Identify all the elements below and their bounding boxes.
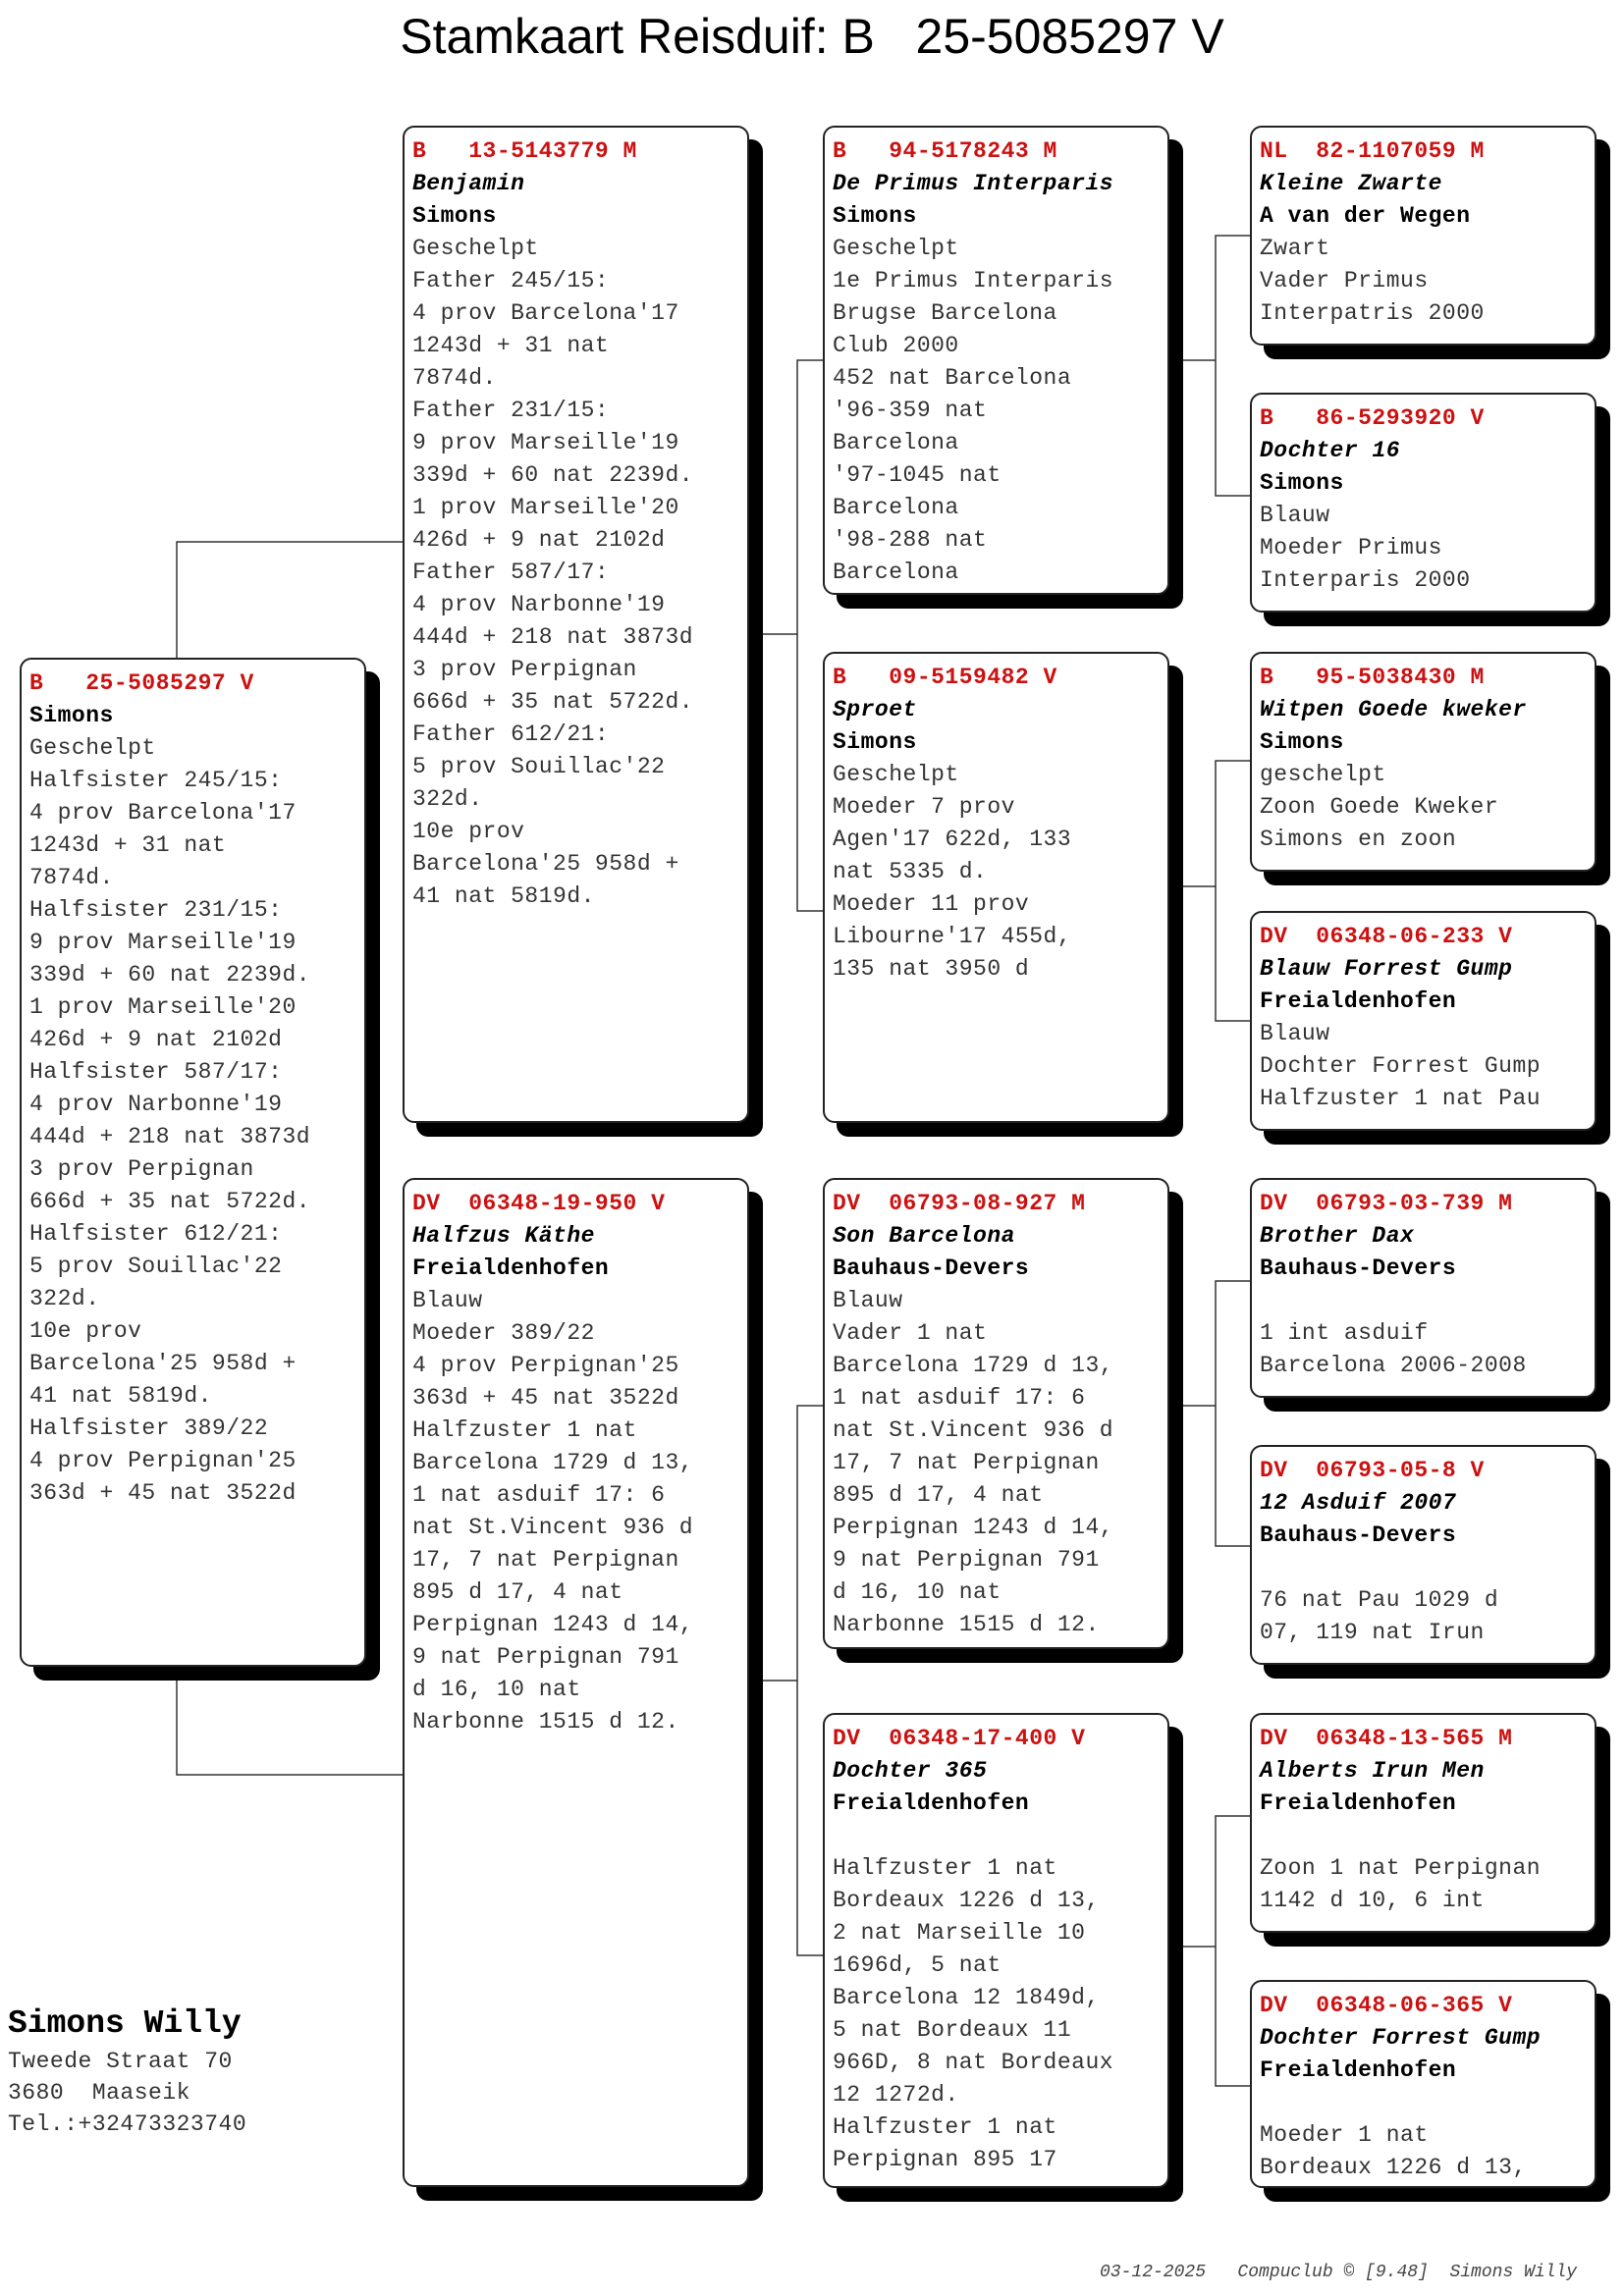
mfm-ring: DV 06793-05-8 V — [1260, 1458, 1485, 1483]
detail-line: Bordeaux 1226 d 13, — [1260, 2155, 1527, 2180]
ffm-name: Dochter 16 — [1260, 438, 1401, 463]
detail-line: 7874d. — [412, 365, 497, 391]
mfm-details — [1260, 1552, 1587, 1649]
ff-owner: Simons — [833, 203, 917, 229]
fff-ring: NL 82-1107059 M — [1260, 138, 1485, 164]
fm-owner: Simons — [833, 729, 917, 755]
breeder-info — [8, 2002, 246, 2140]
breeder-phone: Tel.:+32473323740 — [8, 2111, 247, 2137]
detail-line — [1260, 2087, 1587, 2119]
detail-line: 666d + 35 nat 5722d. — [412, 689, 694, 715]
detail-line: 10e prov — [29, 1318, 142, 1344]
mfm-card — [1250, 1445, 1597, 1665]
breeder-name: Simons Willy — [8, 2005, 242, 2042]
footer-credits: 03-12-2025 Compuclub © [9.48] Simons Willy — [1100, 2263, 1578, 2282]
fm-card — [823, 652, 1169, 1123]
detail-line: Zwart — [1260, 236, 1330, 261]
subject-ring: B 25-5085297 V — [29, 670, 254, 696]
detail-line: 7874d. — [29, 865, 114, 890]
page-title: Stamkaart Reisduif: B 25-5085297 V — [400, 9, 1224, 64]
mfm-name: 12 Asduif 2007 — [1260, 1490, 1457, 1516]
ff-ring: B 94-5178243 M — [833, 138, 1057, 164]
detail-line: Vader Primus — [1260, 268, 1429, 294]
detail-line: Moeder 7 prov — [833, 794, 1015, 820]
mother-owner: Freialdenhofen — [412, 1255, 610, 1281]
mmm-owner: Freialdenhofen — [1260, 2057, 1457, 2083]
detail-line: Halfzuster 1 nat — [833, 2114, 1057, 2140]
detail-line: 5 nat Bordeaux 11 — [833, 2017, 1072, 2043]
fmf-card — [1250, 652, 1597, 872]
detail-line: 1142 d 10, 6 int — [1260, 1888, 1485, 1913]
detail-line: 4 prov Perpignan'25 — [412, 1353, 679, 1378]
mmm-card — [1250, 1980, 1597, 2188]
detail-line: Interparis 2000 — [1260, 567, 1471, 593]
mm-owner: Freialdenhofen — [833, 1790, 1030, 1816]
detail-line: geschelpt — [1260, 762, 1386, 787]
detail-line: 2 nat Marseille 10 — [833, 1920, 1086, 1946]
mmf-ring: DV 06348-13-565 M — [1260, 1726, 1513, 1751]
mmf-details — [1260, 1820, 1587, 1917]
fm-details — [833, 759, 1160, 986]
fmm-ring: DV 06348-06-233 V — [1260, 924, 1513, 949]
ffm-card — [1250, 393, 1597, 613]
detail-line: 3 prov Perpignan — [29, 1156, 254, 1182]
fmm-owner: Freialdenhofen — [1260, 988, 1457, 1014]
detail-line: Vader 1 nat — [833, 1320, 988, 1346]
fff-details — [1260, 233, 1587, 330]
detail-line: Halfzuster 1 nat — [833, 1855, 1057, 1881]
mff-name: Brother Dax — [1260, 1223, 1415, 1249]
detail-line: Halfsister 612/21: — [29, 1221, 283, 1247]
detail-line: 1243d + 31 nat — [29, 832, 227, 858]
mff-card — [1250, 1178, 1597, 1398]
mmf-card — [1250, 1713, 1597, 1933]
father-name: Benjamin — [412, 171, 525, 196]
detail-line: d 16, 10 nat — [412, 1677, 581, 1702]
detail-line: 5 prov Souillac'22 — [29, 1254, 283, 1279]
detail-line: 9 nat Perpignan 791 — [833, 1547, 1100, 1573]
detail-line: 1 int asduif — [1260, 1320, 1429, 1346]
detail-line: Narbonne 1515 d 12. — [833, 1612, 1100, 1637]
fmf-details — [1260, 759, 1587, 856]
detail-line: 07, 119 nat Irun — [1260, 1620, 1485, 1645]
detail-line: Barcelona — [833, 560, 959, 585]
detail-line: 3 prov Perpignan — [412, 657, 637, 682]
detail-line: Narbonne 1515 d 12. — [412, 1709, 679, 1735]
detail-line: Barcelona'25 958d + — [29, 1351, 297, 1376]
fm-name: Sproet — [833, 697, 917, 722]
detail-line: 12 1272d. — [833, 2082, 959, 2108]
mmm-ring: DV 06348-06-365 V — [1260, 1993, 1513, 2018]
detail-line: 41 nat 5819d. — [412, 883, 595, 909]
detail-line: 17, 7 nat Perpignan — [833, 1450, 1100, 1475]
fm-ring: B 09-5159482 V — [833, 665, 1057, 690]
detail-line: 966D, 8 nat Bordeaux — [833, 2050, 1114, 2075]
detail-line: Barcelona 2006-2008 — [1260, 1353, 1527, 1378]
mm-name: Dochter 365 — [833, 1758, 988, 1784]
detail-line: Barcelona 1729 d 13, — [412, 1450, 694, 1475]
mother-name: Halfzus Käthe — [412, 1223, 595, 1249]
fmf-ring: B 95-5038430 M — [1260, 665, 1485, 690]
mf-card — [823, 1178, 1169, 1649]
detail-line: 10e prov — [412, 819, 525, 844]
detail-line: Geschelpt — [833, 236, 959, 261]
detail-line: Geschelpt — [29, 735, 156, 761]
mm-details — [833, 1820, 1160, 2176]
detail-line: 452 nat Barcelona — [833, 365, 1072, 391]
detail-line: 1 prov Marseille'20 — [29, 994, 297, 1020]
father-details — [412, 233, 739, 913]
detail-line: Zoon Goede Kweker — [1260, 794, 1499, 820]
detail-line: 444d + 218 nat 3873d — [412, 624, 694, 650]
detail-line: Bordeaux 1226 d 13, — [833, 1888, 1100, 1913]
detail-line: 895 d 17, 4 nat — [412, 1579, 623, 1605]
detail-line: Father 231/15: — [412, 398, 610, 423]
detail-line: Blauw — [833, 1288, 903, 1313]
mmm-details — [1260, 2087, 1587, 2184]
detail-line: Blauw — [1260, 503, 1330, 528]
detail-line: nat 5335 d. — [833, 859, 988, 884]
detail-line: 444d + 218 nat 3873d — [29, 1124, 311, 1149]
mf-owner: Bauhaus-Devers — [833, 1255, 1030, 1281]
detail-line: Moeder 1 nat — [1260, 2122, 1429, 2148]
detail-line: 4 prov Perpignan'25 — [29, 1448, 297, 1473]
detail-line: nat St.Vincent 936 d — [833, 1417, 1114, 1443]
detail-line: 4 prov Barcelona'17 — [29, 800, 297, 826]
detail-line: Barcelona — [833, 495, 959, 520]
detail-line — [833, 1820, 1160, 1852]
detail-line: Geschelpt — [412, 236, 539, 261]
mff-ring: DV 06793-03-739 M — [1260, 1191, 1513, 1216]
detail-line: Father 587/17: — [412, 560, 610, 585]
fmf-name: Witpen Goede kweker — [1260, 697, 1527, 722]
detail-line: Blauw — [1260, 1021, 1330, 1046]
detail-line: 5 prov Souillac'22 — [412, 754, 666, 779]
detail-line: Halfsister 245/15: — [29, 768, 283, 793]
detail-line: Halfzuster 1 nat Pau — [1260, 1086, 1542, 1111]
detail-line: 895 d 17, 4 nat — [833, 1482, 1044, 1508]
mmf-name: Alberts Irun Men — [1260, 1758, 1485, 1784]
detail-line: 339d + 60 nat 2239d. — [29, 962, 311, 988]
detail-line: Halfsister 587/17: — [29, 1059, 283, 1085]
mother-ring: DV 06348-19-950 V — [412, 1191, 666, 1216]
detail-line: Club 2000 — [833, 333, 959, 358]
detail-line: Father 612/21: — [412, 721, 610, 747]
detail-line: Geschelpt — [833, 762, 959, 787]
fff-name: Kleine Zwarte — [1260, 171, 1442, 196]
detail-line: 1 nat asduif 17: 6 — [833, 1385, 1086, 1411]
detail-line: d 16, 10 nat — [833, 1579, 1001, 1605]
detail-line: Barcelona 1729 d 13, — [833, 1353, 1114, 1378]
detail-line: 1696d, 5 nat — [833, 1952, 1001, 1978]
fmf-owner: Simons — [1260, 729, 1344, 755]
detail-line: Perpignan 1243 d 14, — [833, 1515, 1114, 1540]
detail-line: Halfsister 231/15: — [29, 897, 283, 923]
detail-line: 9 nat Perpignan 791 — [412, 1644, 679, 1670]
father-card — [403, 126, 749, 1123]
detail-line: 1 prov Marseille'20 — [412, 495, 679, 520]
detail-line: Blauw — [412, 1288, 483, 1313]
mf-details — [833, 1285, 1160, 1641]
detail-line: Agen'17 622d, 133 — [833, 827, 1072, 852]
mf-name: Son Barcelona — [833, 1223, 1015, 1249]
ff-card — [823, 126, 1169, 595]
mmf-owner: Freialdenhofen — [1260, 1790, 1457, 1816]
detail-line: nat St.Vincent 936 d — [412, 1515, 694, 1540]
detail-line: 9 prov Marseille'19 — [29, 930, 297, 955]
father-ring: B 13-5143779 M — [412, 138, 637, 164]
detail-line: Barcelona 12 1849d, — [833, 1985, 1100, 2010]
detail-line: '97-1045 nat — [833, 462, 1001, 488]
detail-line: Halfsister 389/22 — [29, 1415, 269, 1441]
mm-ring: DV 06348-17-400 V — [833, 1726, 1086, 1751]
fmm-name: Blauw Forrest Gump — [1260, 956, 1513, 982]
detail-line: 1e Primus Interparis — [833, 268, 1114, 294]
detail-line: Perpignan 1243 d 14, — [412, 1612, 694, 1637]
fmm-details — [1260, 1018, 1587, 1115]
fff-card — [1250, 126, 1597, 346]
detail-line: Libourne'17 455d, — [833, 924, 1072, 949]
detail-line: Moeder 389/22 — [412, 1320, 595, 1346]
detail-line: Moeder 11 prov — [833, 891, 1030, 917]
mother-card — [403, 1178, 749, 2187]
detail-line — [1260, 1552, 1587, 1584]
detail-line: Father 245/15: — [412, 268, 610, 294]
breeder-city: 3680 Maaseik — [8, 2080, 190, 2106]
detail-line: Moeder Primus — [1260, 535, 1442, 561]
detail-line: 322d. — [29, 1286, 100, 1311]
detail-line: 17, 7 nat Perpignan — [412, 1547, 679, 1573]
detail-line: 1 nat asduif 17: 6 — [412, 1482, 666, 1508]
mmm-name: Dochter Forrest Gump — [1260, 2025, 1542, 2051]
detail-line: Interpatris 2000 — [1260, 300, 1485, 326]
detail-line: 666d + 35 nat 5722d. — [29, 1189, 311, 1214]
ff-name: De Primus Interparis — [833, 171, 1114, 196]
ffm-ring: B 86-5293920 V — [1260, 405, 1485, 431]
detail-line — [1260, 1820, 1587, 1852]
mfm-owner: Bauhaus-Devers — [1260, 1522, 1457, 1548]
subject-card — [20, 658, 366, 1667]
ff-details — [833, 233, 1160, 589]
detail-line: 76 nat Pau 1029 d — [1260, 1587, 1499, 1613]
detail-line: 41 nat 5819d. — [29, 1383, 212, 1409]
father-owner: Simons — [412, 203, 497, 229]
ffm-owner: Simons — [1260, 470, 1344, 496]
detail-line: 135 nat 3950 d — [833, 956, 1030, 982]
detail-line: 426d + 9 nat 2102d — [412, 527, 666, 553]
detail-line: 363d + 45 nat 3522d — [29, 1480, 297, 1506]
detail-line: 4 prov Barcelona'17 — [412, 300, 679, 326]
detail-line: 322d. — [412, 786, 483, 812]
detail-line: 339d + 60 nat 2239d. — [412, 462, 694, 488]
detail-line: '96-359 nat — [833, 398, 988, 423]
detail-line: 1243d + 31 nat — [412, 333, 610, 358]
mf-ring: DV 06793-08-927 M — [833, 1191, 1086, 1216]
detail-line: 363d + 45 nat 3522d — [412, 1385, 679, 1411]
breeder-street: Tweede Straat 70 — [8, 2049, 233, 2074]
detail-line: Halfzuster 1 nat — [412, 1417, 637, 1443]
mff-details — [1260, 1285, 1587, 1382]
detail-line: 9 prov Marseille'19 — [412, 430, 679, 455]
fff-owner: A van der Wegen — [1260, 203, 1471, 229]
detail-line: Barcelona — [833, 430, 959, 455]
detail-line: Brugse Barcelona — [833, 300, 1057, 326]
subject-details — [29, 732, 356, 1510]
detail-line: Perpignan 895 17 — [833, 2147, 1057, 2172]
detail-line: 4 prov Narbonne'19 — [29, 1092, 283, 1117]
detail-line: Barcelona'25 958d + — [412, 851, 679, 877]
ffm-details — [1260, 500, 1587, 597]
detail-line: Dochter Forrest Gump — [1260, 1053, 1542, 1079]
detail-line: 426d + 9 nat 2102d — [29, 1027, 283, 1052]
mm-card — [823, 1713, 1169, 2188]
subject-owner: Simons — [29, 703, 114, 728]
fmm-card — [1250, 911, 1597, 1131]
detail-line: 4 prov Narbonne'19 — [412, 592, 666, 617]
detail-line: Zoon 1 nat Perpignan — [1260, 1855, 1542, 1881]
detail-line — [1260, 1285, 1587, 1317]
detail-line: '98-288 nat — [833, 527, 988, 553]
detail-line: Simons en zoon — [1260, 827, 1457, 852]
mother-details — [412, 1285, 739, 1738]
mff-owner: Bauhaus-Devers — [1260, 1255, 1457, 1281]
